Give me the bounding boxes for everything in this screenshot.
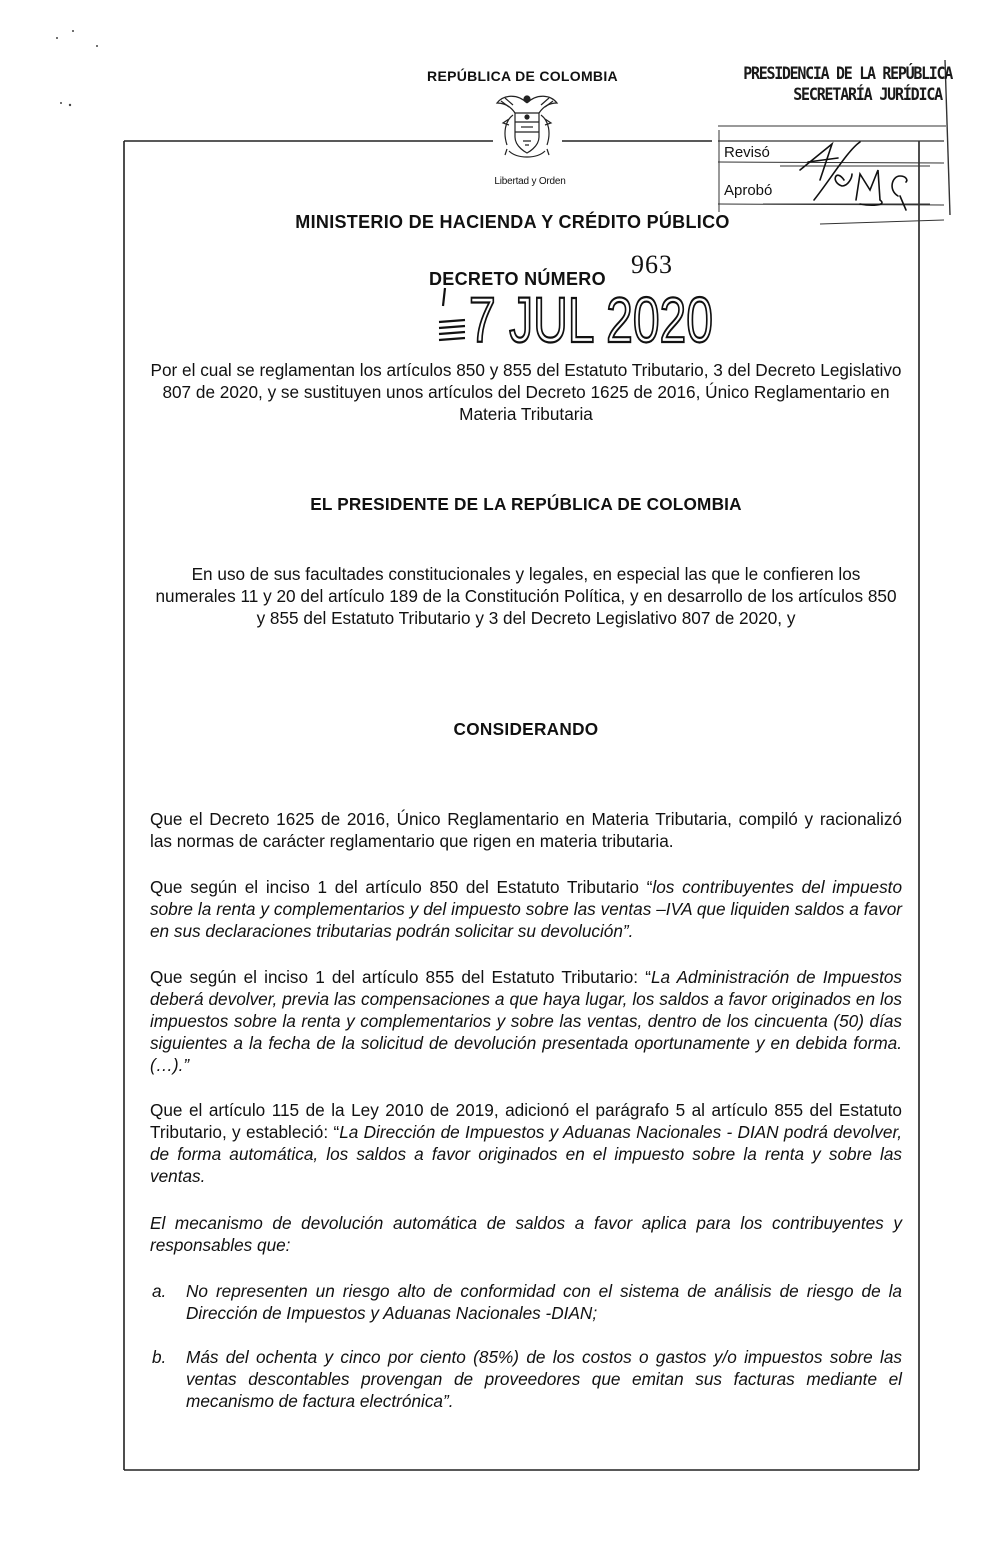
list-item-text: No representen un riesgo alto de conformidad con el sistema de análisis de riesgo de la Dirección de Impuestos y Aduanas Nacionales -DIAN; bbox=[186, 1281, 902, 1323]
paragraph-1: Que el Decreto 1625 de 2016, Único Reglamentario en Materia Tributaria, compiló y racionalizó las normas de carácter reglamentario que rigen en materia tributaria. bbox=[150, 809, 902, 851]
paragraph-4-quote: La Dirección de Impuestos y Aduanas Nacionales - DIAN podrá devolver, de forma automática, los saldos a favor originados en el impuesto sobre la renta y sobre las ventas. bbox=[150, 1122, 902, 1186]
ministry-name: MINISTERIO DE HACIENDA Y CRÉDITO PÚBLICO bbox=[295, 212, 730, 232]
paragraph-2-intro: Que según el inciso 1 del artículo 850 del Estatuto Tributario “ bbox=[150, 877, 653, 897]
national-motto: Libertad y Orden bbox=[494, 176, 566, 187]
paragraph-3-intro: Que según el inciso 1 del artículo 855 del Estatuto Tributario: “ bbox=[150, 967, 651, 987]
list-item-letter: a. bbox=[152, 1281, 167, 1301]
decree-date: 7 JUL 2020 bbox=[469, 284, 713, 356]
stamp-reviewed-label: Revisó bbox=[724, 144, 770, 161]
issuer-heading: EL PRESIDENTE DE LA REPÚBLICA DE COLOMBIA bbox=[310, 494, 742, 514]
decree-number: 963 bbox=[631, 250, 673, 279]
paragraph-4 bbox=[150, 1099, 902, 1187]
considering-heading: CONSIDERANDO bbox=[453, 719, 599, 739]
handwritten-initials-signature bbox=[760, 140, 950, 220]
paragraph-2-quote: los contribuyentes del impuesto sobre la renta y complementarios y del impuesto sobre las ventas –IVA que liquiden saldos a favor en sus declaraciones tributarias podrán solicitar su devolución”. bbox=[150, 877, 903, 941]
country-name: REPÚBLICA DE COLOMBIA bbox=[427, 68, 618, 84]
date-stamp bbox=[437, 284, 717, 356]
paragraph-5: El mecanismo de devolución automática de saldos a favor aplica para los contribuyentes y responsables que: bbox=[150, 1213, 902, 1255]
stamp-subtitle: SECRETARÍA JURÍDICA bbox=[793, 83, 942, 105]
paragraph-2 bbox=[150, 876, 902, 942]
powers-paragraph: En uso de sus facultades constitucionales y legales, en especial las que le confieren los numerales 11 y 20 del artículo 189 de la Constitución Política, y en desarrollo de los artículos 850 y 855 del Estatuto Tributario y 3 del Decreto Legislativo 807 de 2020, y bbox=[155, 564, 897, 628]
paragraph-3-quote: La Administración de Impuestos deberá devolver, previa las compensaciones a que haya lugar, los saldos a favor originados en los impuestos sobre la renta y complementarios y sobre las ventas, dentro de los cincuenta (50) días siguientes a la fecha de la solicitud de devolución presentada oportunamente y en debida forma. (…).” bbox=[150, 967, 903, 1075]
paragraph-4-intro: Que el artículo 115 de la Ley 2010 de 2019, adicionó el parágrafo 5 al artículo 855 del Estatuto Tributario, y estableció: “ bbox=[150, 1100, 902, 1142]
decree-subject: Por el cual se reglamentan los artículos 850 y 855 del Estatuto Tributario, 3 del Decreto Legislativo 807 de 2020, y se sustituyen unos artículos del Decreto 1625 de 2016, Único Reglamentario en Materia Tributaria bbox=[150, 360, 902, 424]
stamp-approved-label: Aprobó bbox=[724, 182, 773, 199]
list-item-letter: b. bbox=[152, 1347, 167, 1367]
list-item-text: Más del ochenta y cinco por ciento (85%) de los costos o gastos y/o impuestos sobre las ventas descontables provengan de proveedores que emitan sus facturas mediante el mecanismo de factura electrónica”. bbox=[186, 1347, 902, 1411]
decree-label: DECRETO NÚMERO bbox=[429, 269, 606, 289]
colombia-coat-of-arms-icon bbox=[495, 89, 559, 165]
paragraph-3 bbox=[150, 966, 902, 1076]
stamp-title: PRESIDENCIA DE LA REPÚBLICA bbox=[743, 62, 952, 84]
